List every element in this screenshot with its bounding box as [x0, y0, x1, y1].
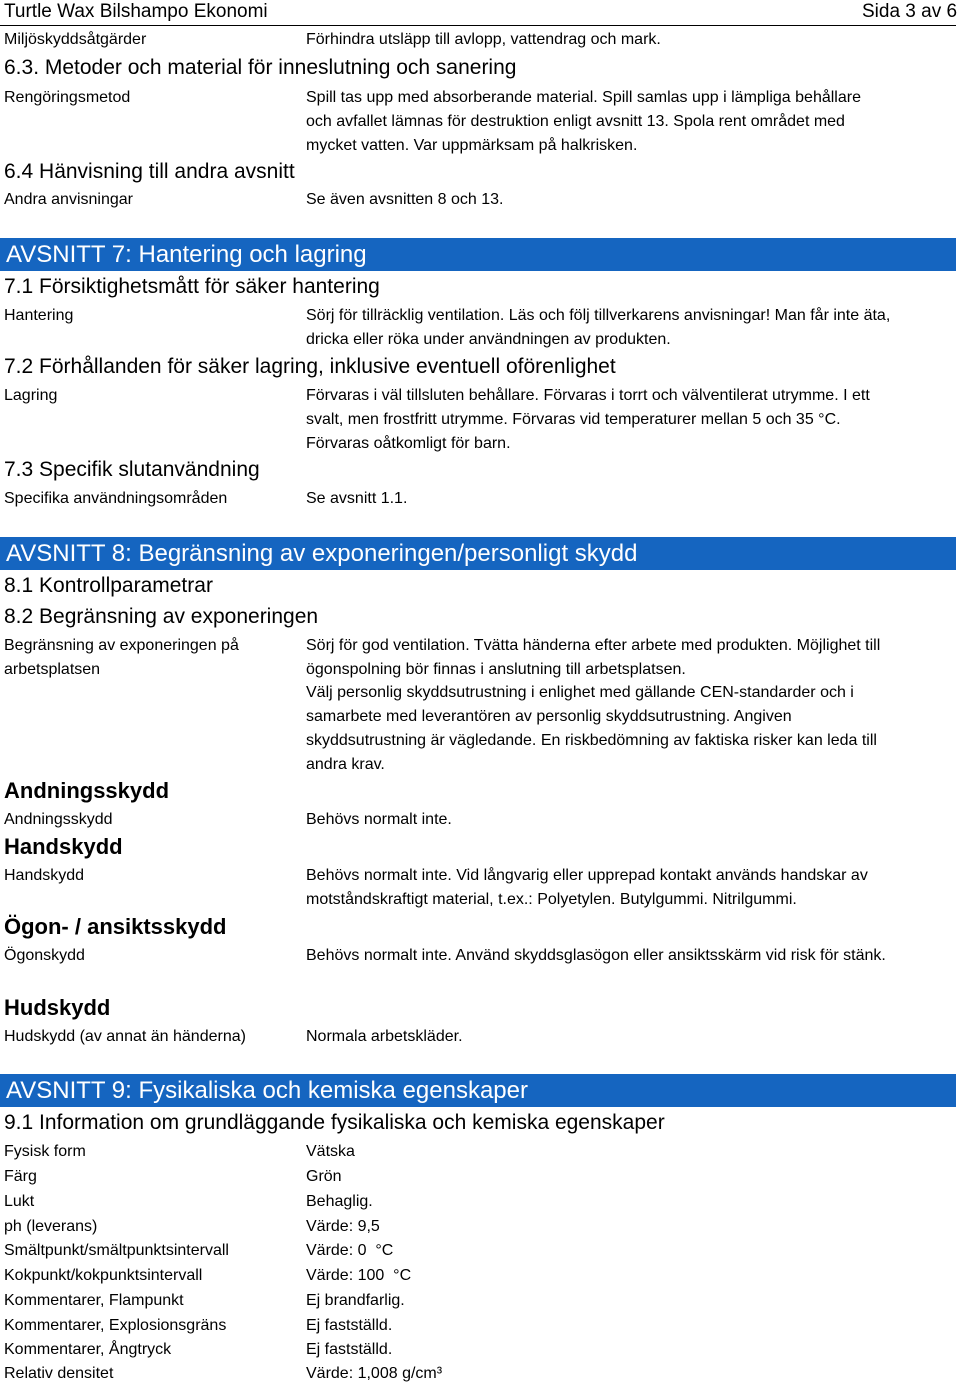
use-value: Se avsnitt 1.1.: [306, 490, 408, 507]
work-value-2: Välj personlig skyddsutrustning i enlighet med gällande CEN-standarder och i samarbete med leverantören av personlig skyddsutrustning. Angiven skyddsutrustning är vägledande. En riskbedömning av faktiska risker kan leda till andra krav.: [306, 684, 877, 773]
resp-value: Behövs normalt inte.: [306, 811, 452, 828]
other-value: Se även avsnitten 8 och 13.: [306, 191, 504, 208]
prop-label: ph (leverans): [4, 1218, 98, 1235]
storage-value: Förvaras i väl tillsluten behållare. Förvaras i torrt och välventilerat utrymme. I ett svalt, men frostfritt utrymme. Förvaras vid temperaturer mellan 5 och 35 °C. Förvaras oåtkomligt för barn.: [306, 387, 870, 452]
heading-8-2: 8.2 Begränsning av exponeringen: [4, 605, 319, 628]
skin-value: Normala arbetskläder.: [306, 1028, 463, 1045]
prop-value: Värde: 0 °C: [306, 1242, 394, 1259]
page-number: Sida 3 av 6: [862, 1, 958, 22]
skin-heading: Hudskydd: [4, 995, 111, 1020]
prop-value: Ej brandfarlig.: [306, 1292, 405, 1309]
heading-8-1: 8.1 Kontrollparametrar: [4, 574, 213, 597]
eye-value: Behövs normalt inte. Använd skyddsglasögon eller ansiktsskärm vid risk för stänk.: [306, 947, 886, 964]
heading-7-3: 7.3 Specifik slutanvändning: [4, 458, 260, 481]
prop-label: Kommentarer, Ångtryck: [4, 1341, 172, 1358]
section-9-band: AVSNITT 9: Fysikaliska och kemiska egenskaper: [0, 1074, 956, 1107]
skin-label: Hudskydd (av annat än händerna): [4, 1028, 246, 1045]
section-8-band: AVSNITT 8: Begränsning av exponeringen/personligt skydd: [0, 537, 956, 570]
prop-label: Fysisk form: [4, 1143, 86, 1160]
hand-label: Handskydd: [4, 867, 85, 884]
work-label: Begränsning av exponeringen på arbetsplatsen: [4, 637, 239, 678]
heading-9-1: 9.1 Information om grundläggande fysikaliska och kemiska egenskaper: [4, 1111, 665, 1134]
heading-7-1: 7.1 Försiktighetsmått för säker hantering: [4, 275, 380, 298]
product-name: Turtle Wax Bilshampo Ekonomi: [4, 1, 268, 22]
prop-label: Färg: [4, 1168, 37, 1185]
prop-value: Ej fastställd.: [306, 1341, 393, 1358]
handling-label: Hantering: [4, 307, 74, 324]
resp-label: Andningsskydd: [4, 811, 113, 828]
prop-value: Behaglig.: [306, 1193, 373, 1210]
work-value-1: Sörj för god ventilation. Tvätta händerna efter arbete med produkten. Möjlighet till ögonspolning bör finnas i anslutning till arbetsplatsen.: [306, 637, 881, 678]
storage-label: Lagring: [4, 387, 58, 404]
prop-value: Värde: 9,5: [306, 1218, 380, 1235]
prop-value: Värde: 100 °C: [306, 1267, 412, 1284]
clean-label: Rengöringsmetod: [4, 89, 131, 106]
prop-label: Relativ densitet: [4, 1365, 114, 1382]
resp-heading: Andningsskydd: [4, 778, 170, 803]
other-label: Andra anvisningar: [4, 191, 133, 208]
prop-label: Smältpunkt/smältpunktsintervall: [4, 1242, 229, 1259]
prop-value: Värde: 1,008 g/cm³: [306, 1365, 443, 1382]
eye-label: Ögonskydd: [4, 947, 85, 964]
clean-value: Spill tas upp med absorberande material. Spill samlas upp i lämpliga behållare och avfallet lämnas för destruktion enligt avsnitt 13. Spola rent området med mycket vatten. Var uppmärksam på halkrisken.: [306, 89, 861, 154]
hand-value: Behövs normalt inte. Vid långvarig eller upprepad kontakt används handskar av motståndskraftigt material, t.ex.: Polyetylen. Butylgummi. Nitrilgummi.: [306, 867, 868, 908]
env-value: Förhindra utsläpp till avlopp, vattendrag och mark.: [306, 31, 661, 48]
eye-heading: Ögon- / ansiktsskydd: [4, 914, 227, 939]
hand-heading: Handskydd: [4, 834, 123, 859]
prop-value: Ej fastställd.: [306, 1317, 393, 1334]
prop-label: Kommentarer, Flampunkt: [4, 1292, 184, 1309]
heading-6-3: 6.3. Metoder och material för inneslutning och sanering: [4, 56, 517, 79]
handling-value: Sörj för tillräcklig ventilation. Läs och följ tillverkarens anvisningar! Man får inte äta, dricka eller röka under användningen av produkten.: [306, 307, 891, 348]
prop-value: Vätska: [306, 1143, 355, 1160]
prop-label: Kommentarer, Explosionsgräns: [4, 1317, 227, 1334]
env-label: Miljöskyddsåtgärder: [4, 31, 147, 48]
use-label: Specifika användningsområden: [4, 490, 228, 507]
section-7-band: AVSNITT 7: Hantering och lagring: [0, 238, 956, 271]
prop-label: Lukt: [4, 1193, 35, 1210]
header-rule: [0, 25, 956, 26]
heading-7-2: 7.2 Förhållanden för säker lagring, inklusive eventuell oförenlighet: [4, 355, 616, 378]
prop-value: Grön: [306, 1168, 342, 1185]
heading-6-4: 6.4 Hänvisning till andra avsnitt: [4, 160, 295, 183]
prop-label: Kokpunkt/kokpunktsintervall: [4, 1267, 203, 1284]
